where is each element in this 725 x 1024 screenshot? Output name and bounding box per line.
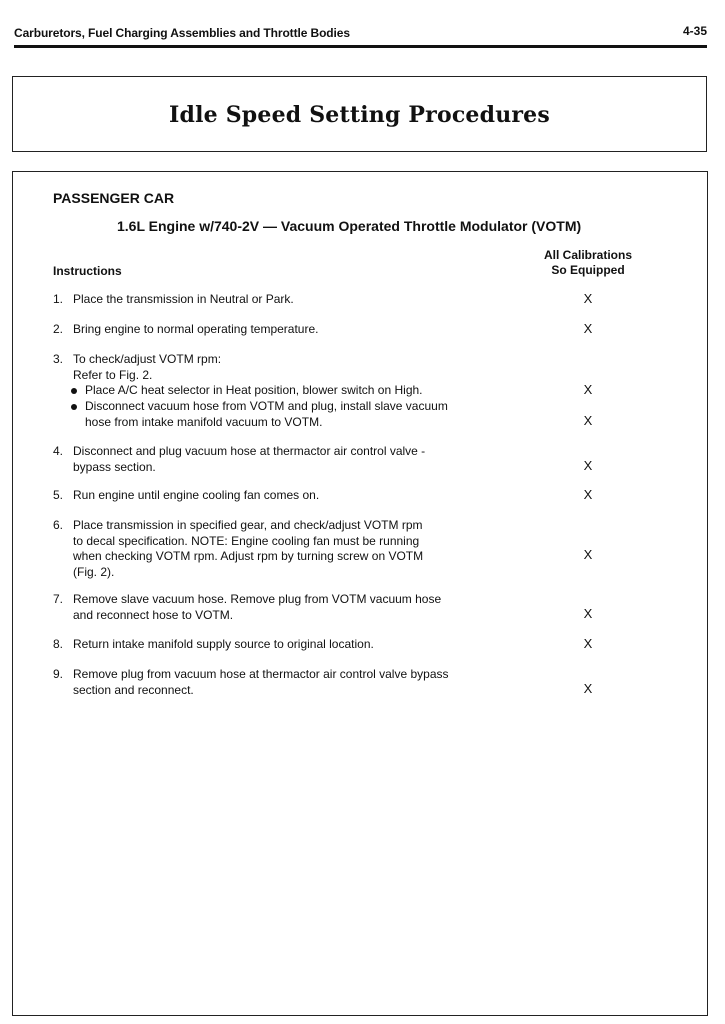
page-number: 4-35 [682, 24, 707, 38]
applicability-mark: X [583, 606, 593, 621]
step-text [73, 592, 523, 623]
title-box [12, 76, 707, 152]
page-header [14, 26, 707, 44]
step-line: Return intake manifold supply source to original location. [73, 637, 374, 651]
bullet-line: Disconnect vacuum hose from VOTM and plug, install slave vacuum [85, 399, 448, 413]
applicability-mark: X [583, 321, 593, 336]
step-number: 1. [53, 292, 64, 306]
step-number: 4. [53, 444, 64, 458]
applicability-mark: X [583, 458, 593, 473]
applicability-mark: X [583, 291, 593, 306]
bullet-icon [71, 404, 77, 410]
header-rule [14, 45, 707, 48]
procedure-box [12, 171, 708, 1016]
step-line: section and reconnect. [73, 682, 194, 697]
step-text [73, 518, 523, 580]
step-number: 8. [53, 637, 64, 651]
instructions-column-header: Instructions [53, 264, 122, 278]
applicability-mark: X [583, 547, 593, 562]
step-line: Disconnect and plug vacuum hose at thermactor air control valve - [73, 444, 426, 458]
bullet-icon [71, 388, 77, 394]
step-line: Bring engine to normal operating temperature. [73, 322, 319, 336]
calibrations-header-line2: So Equipped [551, 263, 625, 277]
step-number: 5. [53, 488, 64, 502]
step-text [73, 444, 523, 475]
subsection-title: 1.6L Engine w/740-2V — Vacuum Operated Throttle Modulator (VOTM) [117, 218, 582, 234]
step-line: and reconnect hose to VOTM. [73, 607, 234, 622]
calibrations-column-header [513, 248, 663, 278]
applicability-mark: X [583, 681, 593, 696]
bullet-line: hose from intake manifold vacuum to VOTM. [85, 414, 323, 429]
step-line: Place transmission in specified gear, and check/adjust VOTM rpm [73, 518, 423, 532]
step-text [73, 488, 523, 504]
step-line: when checking VOTM rpm. Adjust rpm by turning screw on VOTM [73, 549, 424, 563]
bullet-text [85, 383, 515, 399]
step-line: Run engine until engine cooling fan comes on. [73, 488, 320, 502]
step-text [73, 292, 523, 308]
step-line: Remove plug from vacuum hose at thermactor air control valve bypass [73, 667, 449, 681]
step-line: To check/adjust VOTM rpm: [73, 352, 222, 366]
step-text [73, 352, 523, 383]
calibrations-header-line1: All Calibrations [543, 248, 632, 262]
step-number: 7. [53, 592, 64, 606]
step-text [73, 637, 523, 653]
step-number: 2. [53, 322, 64, 336]
step-number: 6. [53, 518, 64, 532]
applicability-mark: X [583, 636, 593, 651]
page-title: Idle Speed Setting Procedures [169, 102, 550, 128]
step-line: (Fig. 2). [73, 564, 115, 579]
step-text [73, 322, 523, 338]
applicability-mark: X [583, 382, 593, 397]
bullet-line: Place A/C heat selector in Heat position, blower switch on High. [85, 383, 423, 397]
step-number: 3. [53, 352, 64, 366]
step-line: Place the transmission in Neutral or Park. [73, 292, 294, 306]
step-line: to decal specification. NOTE: Engine cooling fan must be running [73, 533, 420, 548]
step-text [73, 667, 523, 698]
section-title: PASSENGER CAR [53, 190, 175, 206]
step-line: Refer to Fig. 2. [73, 367, 153, 382]
applicability-mark: X [583, 487, 593, 502]
step-line: bypass section. [73, 459, 156, 474]
step-line: Remove slave vacuum hose. Remove plug from VOTM vacuum hose [73, 592, 442, 606]
bullet-text [85, 399, 515, 430]
running-header-title: Carburetors, Fuel Charging Assemblies and Throttle Bodies [14, 26, 350, 40]
applicability-mark: X [583, 413, 593, 428]
step-number: 9. [53, 667, 64, 681]
